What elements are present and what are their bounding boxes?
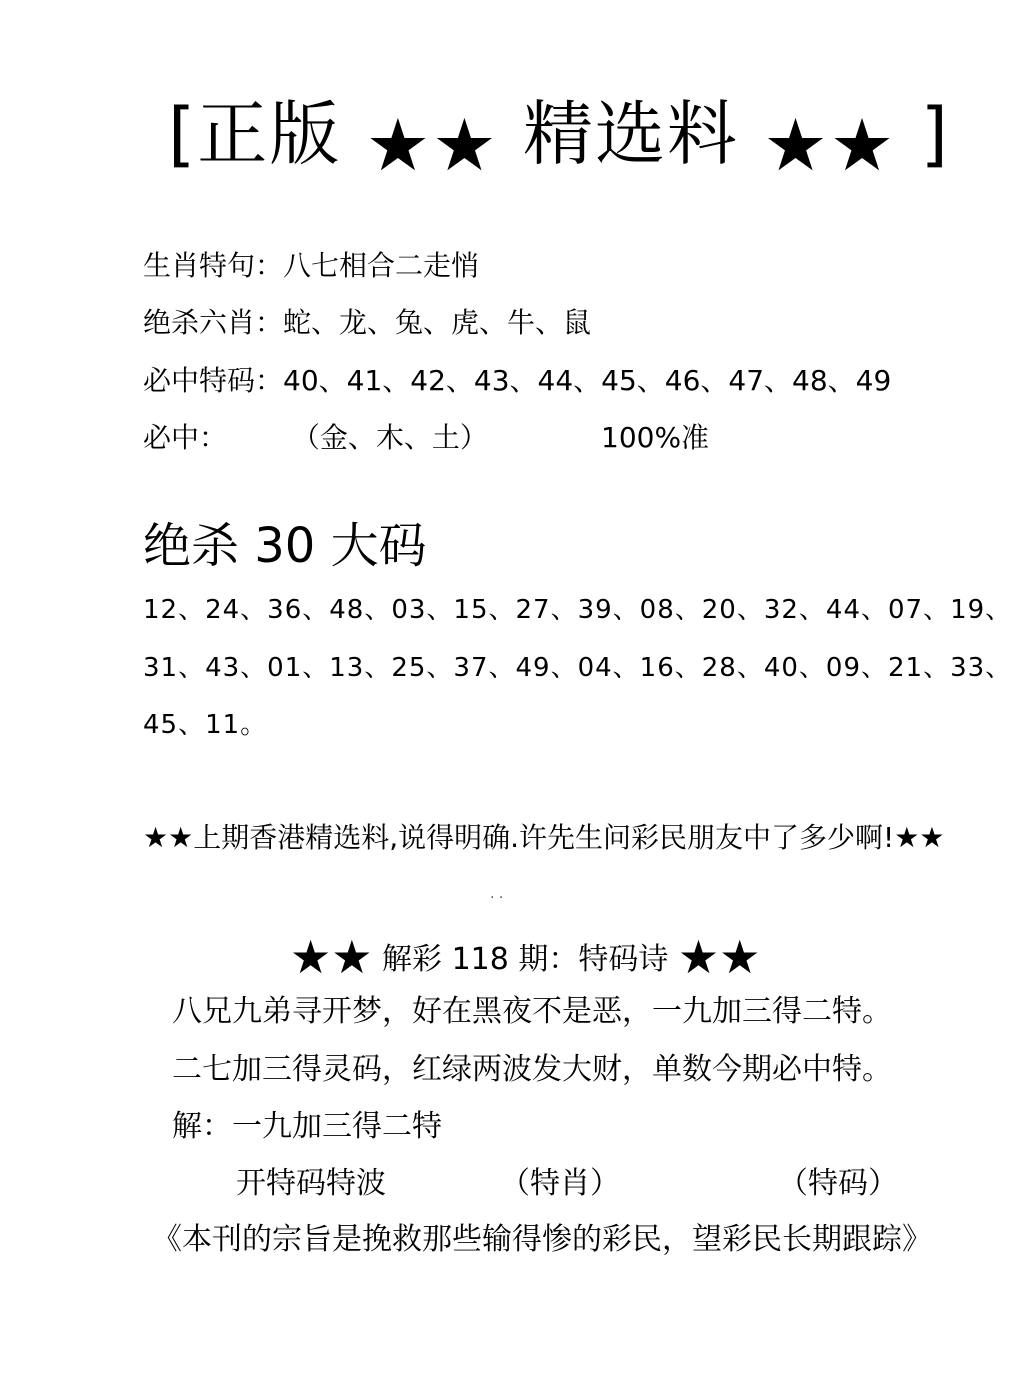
kill-six-zodiac: 绝杀六肖：蛇、龙、兔、虎、牛、鼠 (143, 306, 592, 339)
kill30-number-row: 31、43、01、13、25、37、49、04、16、28、40、09、21、33、 (143, 653, 1013, 683)
title-main: 精选料 (522, 93, 739, 175)
must-special-codes: 必中特码：40、41、42、43、44、45、46、47、48、49 (143, 364, 892, 397)
poem-stars-right: ★★ (677, 930, 761, 984)
poem-solution: 解：一九加三得二特 (172, 1109, 442, 1144)
promo-banner: ★★上期香港精选料,说得明确.许先生问彩民朋友中了多少啊!★★ (143, 821, 945, 854)
must-accuracy: 100%准 (601, 421, 710, 454)
title-prefix: [正版 (168, 93, 342, 175)
poem-zodiac-label: （特肖） (500, 1166, 620, 1201)
kill30-number-row: 45、11。 (143, 710, 268, 740)
must-line (143, 418, 710, 458)
page-title (168, 88, 950, 187)
title-stars-left: ★★ (365, 103, 499, 187)
poem-code-label: （特码） (778, 1166, 898, 1201)
title-suffix: ] (920, 93, 950, 175)
must-elements: （金、木、土） (291, 421, 488, 454)
separator-dots: · · (490, 890, 504, 906)
kill30-number-row: 12、24、36、48、03、15、27、39、08、20、32、44、07、19、 (143, 595, 1013, 625)
poem-line: 二七加三得灵码，红绿两波发大财，单数今期必中特。 (172, 1052, 892, 1087)
poem-heading (290, 928, 760, 985)
kill30-heading: 绝杀 30 大码 (143, 518, 427, 574)
poem-open-label: 开特码特波 (236, 1166, 386, 1201)
title-stars-right: ★★ (763, 103, 897, 187)
poem-heading-text: 解彩 118 期：特码诗 (382, 942, 678, 977)
poem-line: 八兄九弟寻开梦，好在黑夜不是恶，一九加三得二特。 (172, 994, 892, 1029)
must-label: 必中： (143, 421, 228, 454)
zodiac-phrase: 生肖特句：八七相合二走悄 (143, 249, 480, 282)
poem-stars-left: ★★ (290, 930, 373, 984)
poem-footer: 《本刊的宗旨是挽救那些输得惨的彩民，望彩民长期跟踪》 (152, 1222, 932, 1257)
